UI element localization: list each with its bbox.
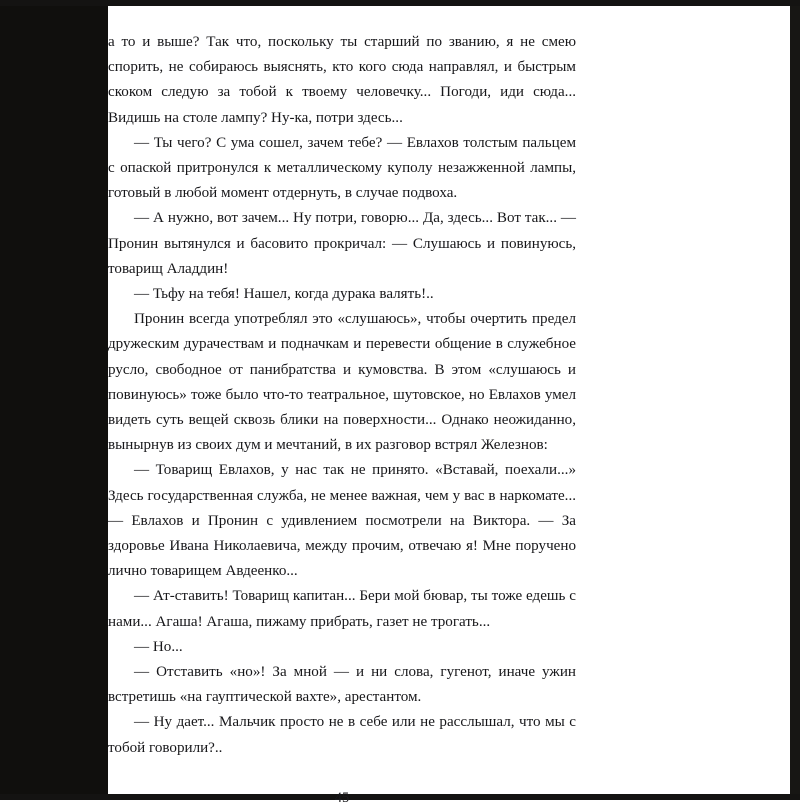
page-left-edge-shadow	[0, 0, 108, 800]
paragraph: — Ну дает... Мальчик просто не в себе или не расслышал, что мы с тобой говорили?..	[108, 714, 576, 756]
paragraph: Пронин всегда употреблял это «слушаюсь», чтобы очертить предел дружеским дурачествам и подначкам и перевести общение в служебное русло, свободное от панибратства и кумовства. В этом «слушаюсь и повинуюсь» тоже было что-то театральное, шутовское, но Евлахов умел видеть суть вещей сквозь блики на поверхности... Однако неожиданно, вынырнув из своих дум и мечтаний, в их разговор встрял Железнов:	[108, 311, 576, 454]
paragraph: — Ат-ставить! Товарищ капитан... Бери мой бювар, ты тоже едешь с нами... Агаша! Агаша, пижаму прибрать, газет не трогать...	[108, 588, 576, 630]
paragraph: — Товарищ Евлахов, у нас так не принято. «Вставай, поехали...» Здесь государственная служба, не менее важная, чем у вас в наркомате... — Евлахов и Пронин с удивлением посмотрели на Виктора. — За здоровье Ивана Николаевича, между прочим, отвечаю я! Мне поручено лично товарищем Авдеенко...	[108, 462, 576, 580]
paragraph: — Ты чего? С ума сошел, зачем тебе? — Евлахов толстым пальцем с опаской притронулся к металлическому куполу незажженной лампы, готовый в любой момент отдернуть, в случае подвоха.	[108, 134, 576, 202]
page-right-edge-shadow	[790, 0, 800, 800]
paragraph: — Отставить «но»! За мной — и ни слова, гугенот, иначе ужин встретишь «на гауптической вахте», арестантом.	[108, 664, 576, 706]
page-body-text	[108, 30, 576, 761]
paragraph: а то и выше? Так что, поскольку ты старший по званию, я не смею спорить, не собираюсь выяснять, кто кого сюда направлял, и быстрым скоком следую за тобой к твоему человечку... Погоди, иди сюда... Видишь на столе лампу? Ну-ка, потри здесь...	[108, 34, 576, 126]
paragraph: — Но...	[134, 638, 183, 655]
paragraph: — А нужно, вот зачем... Ну потри, говорю... Да, здесь... Вот так... — Пронин вытянулся и басовито прокричал: — Слушаюсь и повинуюсь, товарищ Аладдин!	[108, 210, 576, 277]
paragraph: — Тьфу на тебя! Нашел, когда дурака валять!..	[134, 286, 434, 303]
page-number: 45	[334, 790, 350, 806]
